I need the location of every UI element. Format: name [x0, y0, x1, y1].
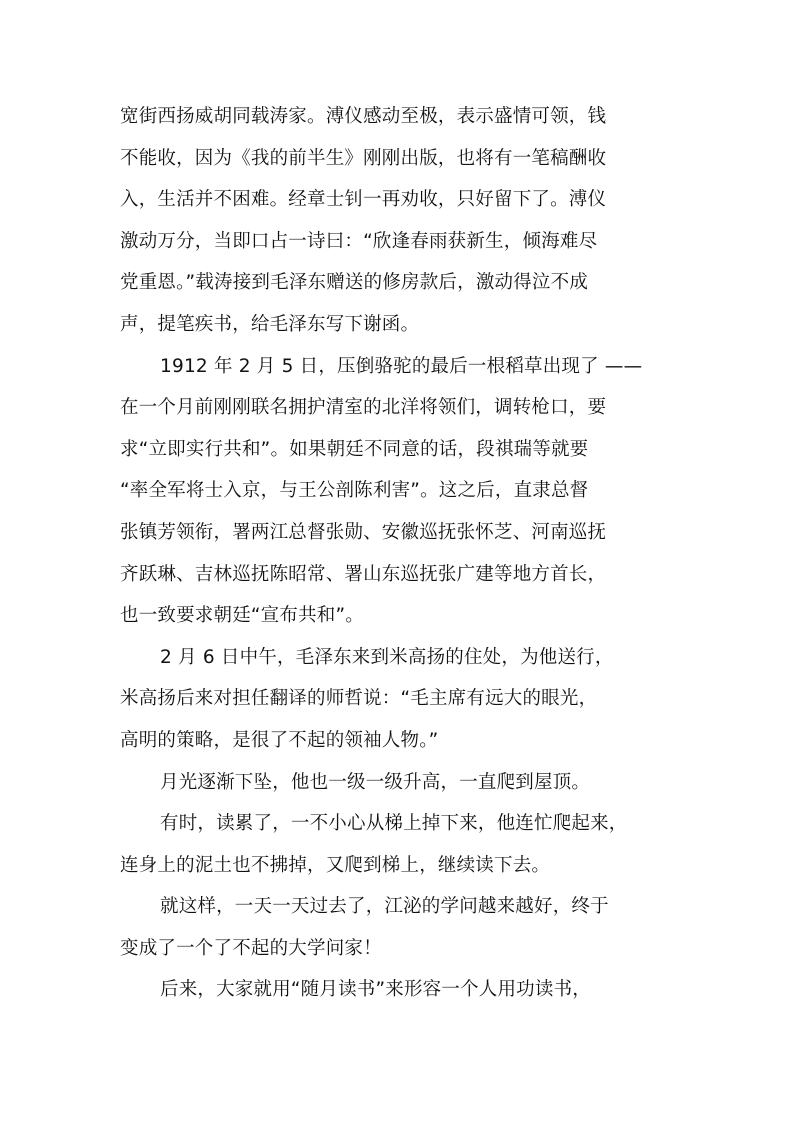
document-body — [120, 96, 685, 1011]
text-line-indented: 有时，读累了，一不小心从梯上掉下来，他连忙爬起来， — [160, 813, 628, 835]
text-line: 张镇芳领衔，署两江总督张勋、安徽巡抚张怀芝、河南巡抚 — [120, 521, 607, 543]
text-line-indented: 1912 年 2 月 5 日，压倒骆驼的最后一根稻草出现了 —— — [160, 355, 643, 377]
text-line-indented: 就这样，一天一天过去了，江泌的学问越来越好，终于 — [160, 896, 609, 918]
text-line-indented: 月光逐渐下坠，他也一级一级升高，一直爬到屋顶。 — [160, 771, 591, 793]
text-line: 入，生活并不困难。经章士钊一再劝收，只好留下了。溥仪 — [120, 189, 607, 211]
text-line: 不能收，因为《我的前半生》刚刚出版，也将有一笔稿酬收 — [120, 147, 607, 169]
text-line: 齐跃琳、吉林巡抚陈昭常、署山东巡抚张广建等地方首长， — [120, 563, 607, 585]
text-line: 也一致要求朝廷“宣布共和”。 — [120, 605, 364, 627]
text-line: 激动万分，当即口占一诗曰：“欣逢春雨获新生，倾海难尽 — [120, 230, 598, 252]
text-line: 求“立即实行共和”。如果朝廷不同意的话，段祺瑞等就要 — [120, 438, 589, 460]
text-line-indented: 2 月 6 日中午，毛泽东来到米高扬的住处，为他送行， — [160, 646, 614, 668]
text-line-indented: 后来，大家就用“随月读书”来形容一个人用功读书， — [160, 979, 591, 1001]
text-line: 声，提笔疾书，给毛泽东写下谢函。 — [120, 313, 420, 335]
text-line: 连身上的泥土也不拂掉，又爬到梯上，继续读下去。 — [120, 854, 551, 876]
text-line: 党重恩。”载涛接到毛泽东赠送的修房款后，激动得泣不成 — [120, 272, 589, 294]
text-line: 在一个月前刚刚联名拥护清室的北洋将领们，调转枪口，要 — [120, 397, 607, 419]
text-line: 宽街西扬威胡同载涛家。溥仪感动至极，表示盛情可领，钱 — [120, 106, 607, 127]
text-line: 米高扬后来对担任翻译的师哲说：“毛主席有远大的眼光， — [120, 688, 598, 710]
text-line: 高明的策略，是很了不起的领袖人物。” — [120, 729, 439, 751]
text-line: “率全军将士入京，与王公剖陈利害”。这之后，直隶总督 — [120, 480, 589, 502]
text-line: 变成了一个了不起的大学问家！ — [120, 937, 382, 959]
